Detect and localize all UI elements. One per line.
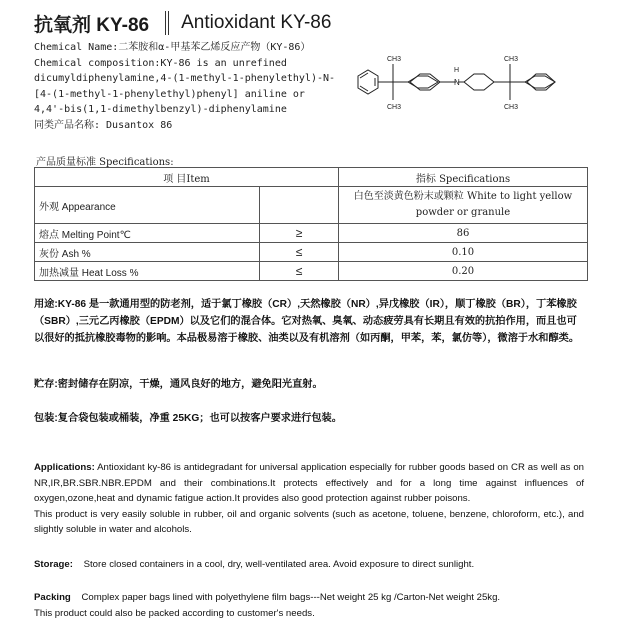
methyl-label-3: CH3 [504, 56, 519, 63]
cn-storage [34, 376, 582, 393]
chemical-structure-diagram [338, 44, 600, 122]
similar-products: 同类产品名称: Dusantox 86 [34, 119, 173, 131]
en-packing-text-2: This product could also be packed according to customer's needs. [34, 607, 315, 619]
en-applications-text: Antioxidant ky-86 is antidegradant for universal application especially for rubber goods based on CR as well as on NR,IR,BR.SBR.NBR.EPDM and their combinations.It protects effectively and for a long time against influences of oxygen,ozone,heat and dynamic fatigue action.It provides also good protection against rubber poisons. [34, 462, 584, 504]
value-cell: 0.20 [339, 262, 588, 281]
item-cell: 外观 Appearance [35, 187, 260, 224]
header-item: 项 目Item [35, 168, 339, 187]
table-row [35, 224, 588, 243]
header-value: 指标 Specifications [339, 168, 588, 187]
table-row [35, 243, 588, 262]
chemical-name: Chemical Name:二苯胺和α-甲基苯乙烯反应产物（KY-86） [34, 42, 311, 53]
title-chinese: 抗氧剂 KY-86 [34, 14, 150, 36]
benzene-ring-center-right [464, 74, 494, 90]
en-storage [34, 557, 584, 573]
en-packing-text: Complex paper bags lined with polyethylene film bags---Net weight 25 kg /Carton-Net weight 25kg. [81, 592, 501, 603]
spec-table [34, 167, 588, 281]
spec-heading: 产品质量标准 Specifications: [36, 157, 174, 168]
cn-storage-label: 贮存: [34, 379, 58, 390]
operator-cell [260, 187, 339, 224]
methyl-label-2: CH3 [387, 104, 402, 111]
cn-storage-text: 密封储存在阴凉，干燥，通风良好的地方，避免阳光直射。 [57, 379, 323, 390]
methyl-label-1: CH3 [387, 56, 402, 63]
amine-n-label: N [454, 78, 460, 87]
chemical-composition-line-4: 4,4'-bis(1,1-dimethylbenzyl)-diphenylamine [34, 104, 287, 115]
en-applications-text-2: This product is very easily soluble in rubber, oil and organic solvents (such as acetone, toluene, benzene, chloroform, etc.), and slightly soluble in water and alcohols. [34, 508, 584, 535]
value-cell: 白色至淡黄色粉末或颗粒 White to light yellow powder or granule [339, 187, 588, 224]
cn-packing-label: 包装: [34, 413, 58, 424]
en-packing [34, 590, 584, 621]
cn-applications-label: 用途: [34, 299, 58, 310]
cn-applications [34, 296, 582, 347]
chemical-composition-line-2: dicumyldiphenylamine,4-(1-methyl-1-phenylethyl)-N- [34, 73, 336, 84]
item-cell: 熔点 Melting Point℃ [35, 224, 260, 243]
amine-h-label: H [454, 67, 460, 74]
en-applications-label: Applications: [34, 462, 95, 473]
table-header-row [35, 168, 588, 187]
title-english: Antioxidant KY-86 [181, 12, 332, 33]
page-title [34, 8, 331, 38]
methyl-label-4: CH3 [504, 104, 519, 111]
en-applications [34, 460, 584, 538]
chemical-info [34, 40, 334, 133]
chemical-composition-line-1: Chemical composition:KY-86 is an unrefined [34, 57, 287, 69]
table-row [35, 262, 588, 281]
value-cell: 0.10 [339, 243, 588, 262]
en-storage-label: Storage: [34, 559, 73, 570]
chemical-composition-line-3: [4-(1-methyl-1-phenylethyl)phenyl] aniline or [34, 88, 305, 100]
en-storage-text: Store closed containers in a cool, dry, well-ventilated area. Avoid exposure to direct sunlight. [83, 559, 475, 570]
cn-applications-text: KY-86 是一款通用型的防老剂，适于氯丁橡胶（CR）,天然橡胶（NR）,异戊橡胶（IR），顺丁橡胶（BR），丁苯橡胶（SBR）,三元乙丙橡胶（EPDM）以及它们的混合体。它对热氧、臭氧、动态疲劳具有长期且有效的抗拍作用，而且也可以很好的抵抗橡胶毒物的影响。本品极易溶于橡胶、油类以及有机溶剂（如丙酮，甲苯，苯，氯仿等），微溶于水和醇类。 [34, 299, 580, 344]
cn-packing-text: 复合袋包装或桶装，净重 25KG；也可以按客户要求进行包装。 [57, 413, 342, 424]
operator-cell: ≤ [260, 243, 339, 262]
en-packing-label: Packing [34, 592, 71, 603]
item-cell: 灰份 Ash % [35, 243, 260, 262]
title-divider [165, 11, 169, 35]
operator-cell: ≥ [260, 224, 339, 243]
cn-packing [34, 410, 582, 427]
operator-cell: ≤ [260, 262, 339, 281]
table-row [35, 187, 588, 224]
value-cell: 86 [339, 224, 588, 243]
item-cell: 加热减量 Heat Loss % [35, 262, 260, 281]
